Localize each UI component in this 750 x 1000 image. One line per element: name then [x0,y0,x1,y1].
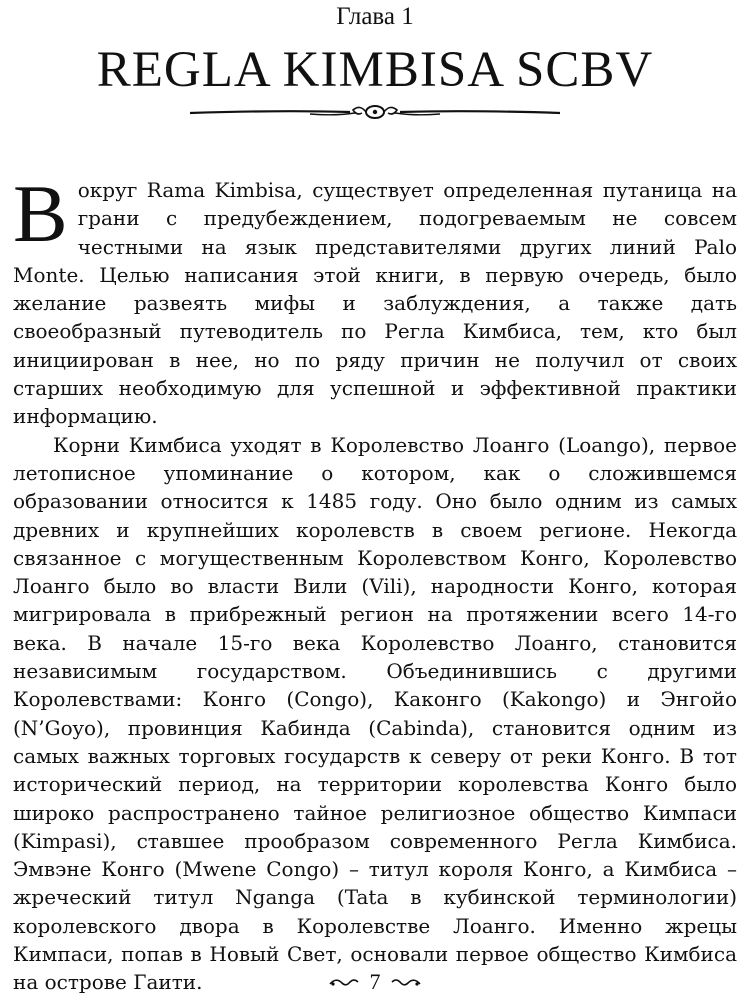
left-flourish-icon [328,975,360,989]
dropcap-letter: В [13,168,68,259]
chapter-label: Глава 1 [336,3,414,30]
paragraph-1 [13,168,737,431]
ornament-divider-icon [190,98,560,126]
chapter-title: REGLA KIMBISA SCBV [96,42,654,98]
right-flourish-icon [390,975,422,989]
paragraph-2: Корни Кимбиса уходят в Королевство Лоанго (Loango), первое летописное упоминание о котором, как о сложившемся образовании относится к 1485 году. Оно было одним из самых древних и крупнейших королевств в своем регионе. Некогда связанное с могущественным Королевством Конго, Королевство Лоанго было во власти Вили (Vili), народности Конго, которая мигрировала в прибрежный регион на протяжении всего 14-го века. В начале 15-го века Королевство Лоанго, становится независимым государством. Объединившись с другими Королевствами: Конго (Congo), Каконго (Kakongo) и Энгойо (N’Goyo), провинция Кабинда (Cabinda), становится одним из самых важных торговых государств к северу от реки Конго. В тот исторический период, на территории королевства Конго было широко распространено тайное религиозное общество Кимпаси (Kimpasi), ставшее прообразом современного Регла Кимбиса. Эмвэне Конго (Mwene Congo) – титул короля Конго, а Кимбиса – жреческий титул Nganga (Tata в кубинской терминологии) королевского двора в Королевстве Лоанго. Именно жрецы Кимпаси, попав в Новый Свет, основали первое общество Кимбиса на острове Гаити. [13,432,737,995]
body-text [13,168,737,997]
page-number: 7 [369,969,381,994]
paragraph-1-text: округ Rama Kimbisa, существует определенная путаница на грани с предубеждением, подогреваемым не совсем честными на язык представителями других линий Palo Monte. Целью написания этой книги, в первую очередь, было желание развеять мифы и заблуждения, а также дать своеобразный путеводитель по Регла Кимбиса, тем, кто был инициирован в нее, но по ряду причин не получил от своих старших необходимую для успешной и эффективной практики информацию. [13,178,737,429]
page-footer [0,968,750,996]
